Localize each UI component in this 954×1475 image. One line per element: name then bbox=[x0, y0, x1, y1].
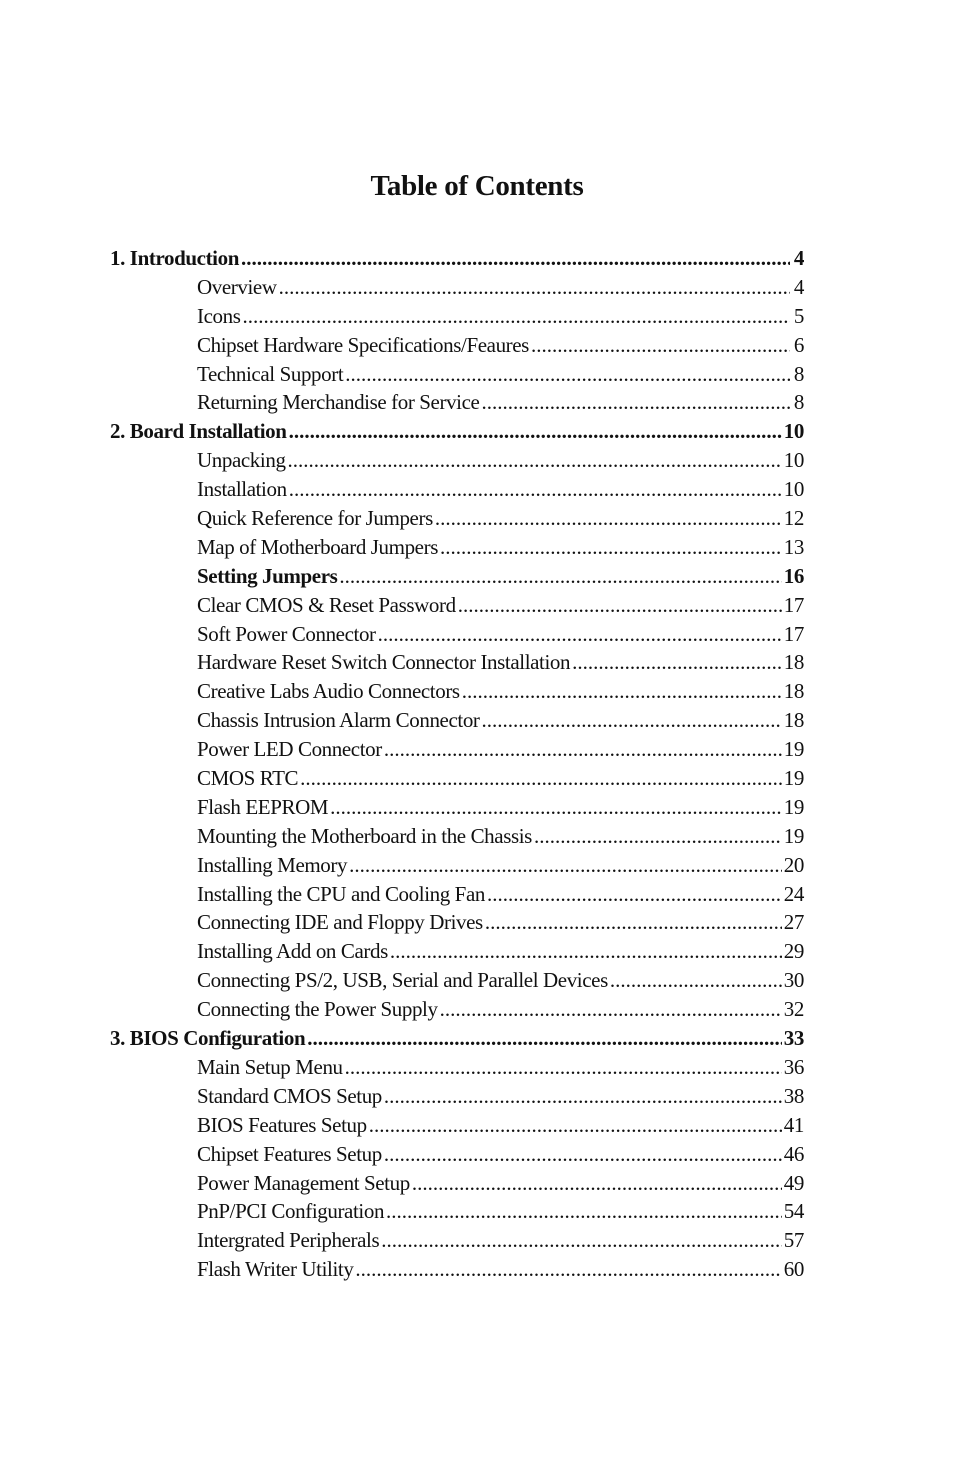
toc-page-number: 8 bbox=[793, 361, 804, 386]
toc-entry-title: Technical Support bbox=[197, 361, 344, 386]
toc-section-entry bbox=[110, 417, 804, 446]
toc-entry bbox=[110, 1197, 804, 1226]
dot-leader bbox=[440, 995, 782, 1024]
toc-section-entry bbox=[110, 1024, 804, 1053]
toc-entry-title: Connecting IDE and Floppy Drives bbox=[197, 910, 483, 935]
dot-leader bbox=[369, 1111, 782, 1140]
toc-page-number: 36 bbox=[783, 1054, 804, 1079]
toc-entry-title: Installing the CPU and Cooling Fan bbox=[197, 881, 485, 906]
toc-entry bbox=[110, 995, 804, 1024]
toc-page-number: 38 bbox=[783, 1083, 804, 1108]
toc-page-number: 19 bbox=[783, 823, 804, 848]
toc-page-number: 60 bbox=[783, 1257, 804, 1282]
toc-entry-title: Power Management Setup bbox=[197, 1170, 410, 1195]
toc-section-entry bbox=[110, 244, 804, 273]
toc-entry-title: Mounting the Motherboard in the Chassis bbox=[197, 823, 532, 848]
toc-entry bbox=[110, 446, 804, 475]
toc-page-number: 5 bbox=[793, 303, 804, 328]
dot-leader bbox=[531, 331, 790, 360]
toc-entry-title: Creative Labs Audio Connectors bbox=[197, 679, 460, 704]
dot-leader bbox=[339, 562, 781, 591]
toc-page-number: 10 bbox=[783, 448, 804, 473]
dot-leader bbox=[300, 764, 782, 793]
dot-leader bbox=[384, 1140, 782, 1169]
toc-page-number: 10 bbox=[783, 477, 804, 502]
dot-leader bbox=[355, 1255, 781, 1284]
toc-entry bbox=[110, 851, 804, 880]
toc-entry-title: BIOS Features Setup bbox=[197, 1112, 367, 1137]
toc-page-number: 49 bbox=[783, 1170, 804, 1195]
dot-leader bbox=[440, 533, 782, 562]
toc-entry-title: Connecting the Power Supply bbox=[197, 997, 438, 1022]
toc-page-number: 18 bbox=[783, 708, 804, 733]
toc-page-number: 4 bbox=[793, 274, 804, 299]
toc-page-number: 4 bbox=[793, 246, 804, 270]
toc-page-number: 16 bbox=[783, 563, 804, 588]
dot-leader bbox=[390, 937, 782, 966]
toc-page-number: 29 bbox=[783, 939, 804, 964]
dot-leader bbox=[279, 273, 790, 302]
toc-page-number: 19 bbox=[783, 794, 804, 819]
toc-entry bbox=[110, 1169, 804, 1198]
dot-leader bbox=[458, 591, 782, 620]
dot-leader bbox=[378, 620, 782, 649]
toc-page-number: 12 bbox=[783, 506, 804, 531]
dot-leader bbox=[487, 880, 782, 909]
toc-entry bbox=[110, 908, 804, 937]
dot-leader bbox=[288, 446, 782, 475]
toc-entry-title: Map of Motherboard Jumpers bbox=[197, 534, 438, 559]
toc-entry bbox=[110, 331, 804, 360]
dot-leader bbox=[243, 302, 791, 331]
toc-entry bbox=[110, 793, 804, 822]
toc-page-number: 46 bbox=[783, 1141, 804, 1166]
toc-entry-title: Flash Writer Utility bbox=[197, 1257, 354, 1282]
toc-page-number: 33 bbox=[783, 1026, 804, 1051]
toc-entry bbox=[110, 1111, 804, 1140]
toc-entry-title: Power LED Connector bbox=[197, 737, 382, 762]
toc-entry-title: Hardware Reset Switch Connector Installation bbox=[197, 650, 571, 675]
toc-page-number: 19 bbox=[783, 737, 804, 762]
dot-leader bbox=[482, 706, 782, 735]
toc-entry bbox=[110, 591, 804, 620]
toc-entry bbox=[110, 822, 804, 851]
dot-leader bbox=[412, 1169, 782, 1198]
toc-page-number: 8 bbox=[793, 390, 804, 415]
toc-entry bbox=[110, 562, 804, 591]
toc-entry-title: Main Setup Menu bbox=[197, 1054, 343, 1079]
table-of-contents bbox=[110, 244, 804, 1284]
toc-page-number: 13 bbox=[783, 534, 804, 559]
dot-leader bbox=[345, 1053, 782, 1082]
dot-leader bbox=[384, 1082, 782, 1111]
toc-entry bbox=[110, 302, 804, 331]
toc-entry-title: 3. BIOS Configuration bbox=[110, 1026, 306, 1051]
toc-entry-title: Quick Reference for Jumpers bbox=[197, 506, 433, 531]
toc-entry-title: Clear CMOS & Reset Password bbox=[197, 592, 456, 617]
toc-page-number: 24 bbox=[783, 881, 804, 906]
toc-entry-title: Setting Jumpers bbox=[197, 563, 338, 588]
toc-entry-title: Installation bbox=[197, 477, 287, 502]
toc-entry-title: Icons bbox=[197, 303, 241, 328]
toc-page-number: 41 bbox=[783, 1112, 804, 1137]
toc-entry bbox=[110, 504, 804, 533]
dot-leader bbox=[330, 793, 782, 822]
toc-page-number: 17 bbox=[783, 621, 804, 646]
toc-page-number: 54 bbox=[783, 1199, 804, 1224]
toc-entry bbox=[110, 273, 804, 302]
dot-leader bbox=[462, 677, 782, 706]
toc-entry-title: Soft Power Connector bbox=[197, 621, 376, 646]
dot-leader bbox=[386, 1197, 782, 1226]
toc-entry bbox=[110, 677, 804, 706]
dot-leader bbox=[241, 244, 790, 273]
toc-entry bbox=[110, 937, 804, 966]
toc-entry-title: Standard CMOS Setup bbox=[197, 1083, 382, 1108]
toc-page-number: 6 bbox=[793, 332, 804, 357]
toc-entry-title: Chipset Features Setup bbox=[197, 1141, 382, 1166]
toc-entry-title: Chassis Intrusion Alarm Connector bbox=[197, 708, 480, 733]
toc-page-number: 20 bbox=[783, 852, 804, 877]
toc-page-number: 10 bbox=[783, 419, 804, 444]
toc-entry-title: Connecting PS/2, USB, Serial and Parallel Devices bbox=[197, 968, 608, 993]
toc-entry bbox=[110, 1140, 804, 1169]
dot-leader bbox=[435, 504, 782, 533]
dot-leader bbox=[572, 648, 782, 677]
toc-entry bbox=[110, 620, 804, 649]
toc-entry-title: PnP/PCI Configuration bbox=[197, 1199, 385, 1224]
toc-entry bbox=[110, 360, 804, 389]
toc-entry-title: Returning Merchandise for Service bbox=[197, 390, 480, 415]
dot-leader bbox=[349, 851, 782, 880]
toc-entry-title: Intergrated Peripherals bbox=[197, 1228, 380, 1253]
dot-leader bbox=[289, 475, 782, 504]
toc-page-number: 18 bbox=[783, 679, 804, 704]
toc-page-number: 18 bbox=[783, 650, 804, 675]
toc-page-number: 30 bbox=[783, 968, 804, 993]
toc-entry bbox=[110, 966, 804, 995]
toc-entry bbox=[110, 475, 804, 504]
toc-page-number: 19 bbox=[783, 766, 804, 791]
dot-leader bbox=[307, 1024, 782, 1053]
toc-entry-title: CMOS RTC bbox=[197, 766, 299, 791]
toc-entry-title: Overview bbox=[197, 274, 277, 299]
toc-entry bbox=[110, 648, 804, 677]
toc-entry-title: Chipset Hardware Specifications/Feaures bbox=[197, 332, 529, 357]
toc-entry bbox=[110, 388, 804, 417]
dot-leader bbox=[345, 360, 790, 389]
toc-entry-title: Installing Memory bbox=[197, 852, 348, 877]
dot-leader bbox=[384, 735, 782, 764]
toc-entry bbox=[110, 764, 804, 793]
toc-entry-title: Installing Add on Cards bbox=[197, 939, 388, 964]
toc-entry-title: Flash EEPROM bbox=[197, 794, 329, 819]
toc-entry bbox=[110, 706, 804, 735]
dot-leader bbox=[381, 1226, 782, 1255]
toc-entry-title: 1. Introduction bbox=[110, 246, 239, 270]
toc-entry bbox=[110, 1053, 804, 1082]
toc-entry-title: 2. Board Installation bbox=[110, 419, 287, 444]
dot-leader bbox=[610, 966, 782, 995]
toc-page-number: 27 bbox=[783, 910, 804, 935]
toc-entry bbox=[110, 880, 804, 909]
dot-leader bbox=[481, 388, 790, 417]
dot-leader bbox=[485, 908, 782, 937]
dot-leader bbox=[289, 417, 782, 446]
toc-entry bbox=[110, 1226, 804, 1255]
toc-page-number: 57 bbox=[783, 1228, 804, 1253]
toc-page-number: 32 bbox=[783, 997, 804, 1022]
toc-entry bbox=[110, 1255, 804, 1284]
page-title: Table of Contents bbox=[370, 170, 584, 202]
toc-entry bbox=[110, 1082, 804, 1111]
dot-leader bbox=[534, 822, 782, 851]
toc-entry bbox=[110, 533, 804, 562]
toc-entry-title: Unpacking bbox=[197, 448, 286, 473]
toc-page-number: 17 bbox=[783, 592, 804, 617]
toc-entry bbox=[110, 735, 804, 764]
